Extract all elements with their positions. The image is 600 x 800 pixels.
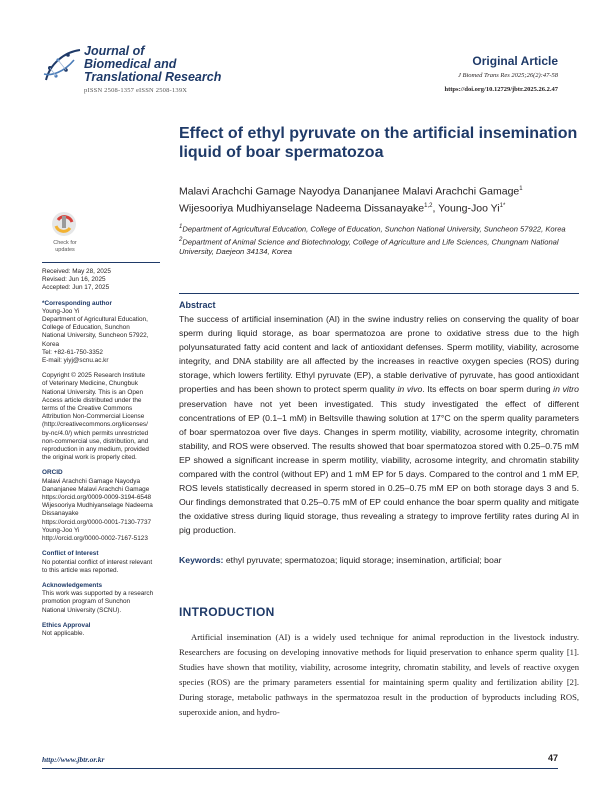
copyright-line: Attribution Non-Commercial License xyxy=(42,413,145,421)
copyright-line: (http://creativecommons.org/licenses/ xyxy=(42,421,148,429)
acknowledgements-line: National University (SCNU). xyxy=(42,606,122,614)
abstract-part-1: The success of artificial insemination (AI) in the swine industry relies on conserving the quality of boar sperm during liquid storage, as boar spermatozoa are prone to oxidative stress due to the high polyunsaturated fatty acid content and lack of antioxidant defenses. Sperm motility, viability, acrosome integrity, and DNA stability are all affected by the increases in reactive oxygen species (ROS) during storage, which lowers fertility. Ethyl pyruvate (EP), a stable derivative of pyruvate, has good antioxidant properties and has been shown to protect sperm quality xyxy=(179,314,579,395)
journal-url-link[interactable]: http://www.jbtr.or.kr xyxy=(42,755,105,764)
copyright-line: non-commercial use, distribution, and xyxy=(42,437,149,445)
copyright-line: the original work is properly cited. xyxy=(42,454,137,462)
abstract-divider xyxy=(179,293,579,294)
keywords xyxy=(179,555,579,565)
revised-date: Revised: Jun 16, 2025 xyxy=(42,276,106,284)
abstract-italic-1: in vivo xyxy=(397,384,423,395)
corresponding-author-block xyxy=(42,308,162,365)
orcid-line: Young-Joo Yi xyxy=(42,526,80,534)
author-2-affil: 1,2 xyxy=(424,202,433,209)
abstract-part-3: preservation have not yet been investigated. This study investigated the effect of different concentrations of EP (0.1–1 mM) in Beltsville thawing solution at 17°C on the sperm quality parameters of boar spermatozoa over five days. Changes in sperm motility, viability, acrosome integrity, chromatin stability, and ROS were observed. The results showed that boar spermatozoa stored with 0.25–0.75 mM EP showed a significant increase in sperm motility, viability, acrosome integrity, and chromatin stability compared with the control (without EP) and 1 mM EP for 5 days. Compared to the control and 1 mM EP, ROS levels statistically decreased in sperm stored in 0.25–0.75 mM EP on both storage days 3 and 5. Our findings demonstrated that 0.25–0.75 mM of EP could enhance the boar sperm quality and mitigate the oxidative stress during liquid storage, thus revealing a strategy to improve fertility rates during AI in pig production. xyxy=(179,398,579,536)
orcid-line: Dananjanee Malavi Arachchi Gamage xyxy=(42,485,150,493)
author-2: Wijesooriya Mudhiyanselage Nadeema Dissanayake xyxy=(179,202,425,214)
journal-logo-icon xyxy=(40,46,84,88)
introduction-text: Artificial insemination (AI) is a widely used technique for animal reproduction in the livestock industry. Researchers are focusing on developing innovative methods for liquid preservation to enhance sperm quality [1]. Studies have shown that motility, viability, acrosome integrity, chromatin stability, and levels of reactive oxygen species (ROS) are the primary parameters essential for maintaining sperm quality and fertilization ability [2]. During storage, metabolic pathways in the spermatozoa result in the production of byproducts including ROS, superoxide anion, and hydro- xyxy=(179,632,579,718)
sidebar-divider xyxy=(42,262,160,263)
article-type: Original Article xyxy=(472,54,558,68)
footer-divider xyxy=(42,768,558,769)
corresponding-author-line: Tel: +82-61-750-3352 xyxy=(42,348,103,356)
affiliation-1 xyxy=(179,222,579,235)
journal-name-line-3: Translational Research xyxy=(84,70,222,84)
check-for-updates-line-1: Check for xyxy=(53,240,77,246)
abstract-italic-2: in vitro xyxy=(553,384,579,395)
orcid-line: Dissanayake xyxy=(42,510,79,518)
author-3-affil: 1* xyxy=(499,202,506,209)
issn: pISSN 2508-1357 eISSN 2508-139X xyxy=(84,87,188,94)
copyright-line: by-nc/4.0/) which permits unrestricted xyxy=(42,429,149,437)
keywords-label: Keywords: xyxy=(179,555,224,565)
orcid-block xyxy=(42,478,162,544)
orcid-heading: ORCID xyxy=(42,469,63,477)
affiliations xyxy=(179,222,579,257)
copyright-line: terms of the Creative Commons xyxy=(42,405,133,413)
corresponding-author-heading: *Corresponding author xyxy=(42,299,112,307)
author-1-affil: 1 xyxy=(519,186,523,192)
check-for-updates-label xyxy=(40,240,90,253)
affiliation-2-number: 2 xyxy=(179,236,183,243)
orcid-line: https://orcid.org/0000-0001-7130-7737 xyxy=(42,518,152,526)
accepted-date: Accepted: Jun 17, 2025 xyxy=(42,284,110,292)
check-for-updates-line-2: updates xyxy=(55,246,75,253)
affiliation-2-text: Department of Animal Science and Biotechnology, College of Agriculture and Life Sciences, Chungnam National University, Daejeon 34134, Korea xyxy=(179,237,559,257)
doi-link[interactable]: https://doi.org/10.12729/jbtr.2025.26.2.47 xyxy=(444,86,558,93)
corresponding-author-line: Korea xyxy=(42,340,60,348)
copyright-line: reproduction in any medium, provided xyxy=(42,446,149,454)
copyright-block xyxy=(42,372,162,462)
abstract-text xyxy=(179,312,579,538)
journal-name-line-2: Biomedical and xyxy=(84,57,177,71)
conflict-line: to this article was reported. xyxy=(42,566,119,574)
acknowledgements-line: promotion program of Sunchon xyxy=(42,598,131,606)
author-3: Young-Joo Yi xyxy=(438,202,500,214)
ethics-block xyxy=(42,630,162,638)
journal-name xyxy=(84,45,221,84)
orcid-line: Malavi Arachchi Gamage Nayodya xyxy=(42,477,141,485)
abstract-heading: Abstract xyxy=(179,300,216,310)
corresponding-author-line: College of Education, Sunchon xyxy=(42,324,130,332)
author-1: Malavi Arachchi Gamage Nayodya Dananjanee Malavi Arachchi Gamage xyxy=(179,185,520,198)
author-separator: , xyxy=(432,202,439,214)
affiliation-1-text: Department of Agricultural Education, College of Education, Sunchon National University, Suncheon 57922, Korea xyxy=(182,224,566,234)
copyright-line: Access article distributed under the xyxy=(42,396,142,404)
introduction-heading: INTRODUCTION xyxy=(179,605,275,619)
ethics-heading: Ethics Approval xyxy=(42,621,91,629)
copyright-line: National University. This is an Open xyxy=(42,388,143,396)
corresponding-author-line: Department of Agricultural Education, xyxy=(42,316,148,324)
journal-name-line-1: Journal of xyxy=(84,44,145,58)
conflict-line: No potential conflict of interest relevant xyxy=(42,558,153,566)
article-title: Effect of ethyl pyruvate on the artificial insemination liquid of boar spermatozoa xyxy=(179,125,578,161)
ethics-line: Not applicable. xyxy=(42,629,85,637)
orcid-line: Wijesooriya Mudhiyanselage Nadeema xyxy=(42,502,153,510)
acknowledgements-heading: Acknowledgements xyxy=(42,581,103,589)
orcid-line: http://orcid.org/0000-0002-7167-5123 xyxy=(42,535,148,543)
abstract-part-2: . Its effects on boar sperm during xyxy=(422,384,554,395)
corresponding-author-line: E-mail: yiyj@scnu.ac.kr xyxy=(42,357,109,365)
author-list xyxy=(179,182,579,215)
sidebar xyxy=(42,268,162,638)
citation: J Biomed Trans Res 2025;26(2):47-58 xyxy=(457,72,558,79)
corresponding-author-line: National University, Suncheon 57922, xyxy=(42,332,149,340)
corresponding-author-line: Young-Joo Yi xyxy=(42,307,80,315)
acknowledgements-block xyxy=(42,590,162,615)
acknowledgements-line: This work was supported by a research xyxy=(42,590,154,598)
orcid-line: https://orcid.org/0009-0009-3194-6548 xyxy=(42,494,152,502)
copyright-line: of Veterinary Medicine, Chungbuk xyxy=(42,380,138,388)
keywords-list: ethyl pyruvate; spermatozoa; liquid storage; insemination, artificial; boar xyxy=(223,555,502,565)
conflict-heading: Conflict of Interest xyxy=(42,550,99,558)
conflict-block xyxy=(42,559,162,575)
received-date: Received: May 28, 2025 xyxy=(42,268,111,275)
affiliation-1-number: 1 xyxy=(179,224,183,230)
affiliation-2 xyxy=(179,235,579,258)
copyright-line: Copyright © 2025 Research Institute xyxy=(42,372,146,380)
page-number: 47 xyxy=(547,753,558,763)
